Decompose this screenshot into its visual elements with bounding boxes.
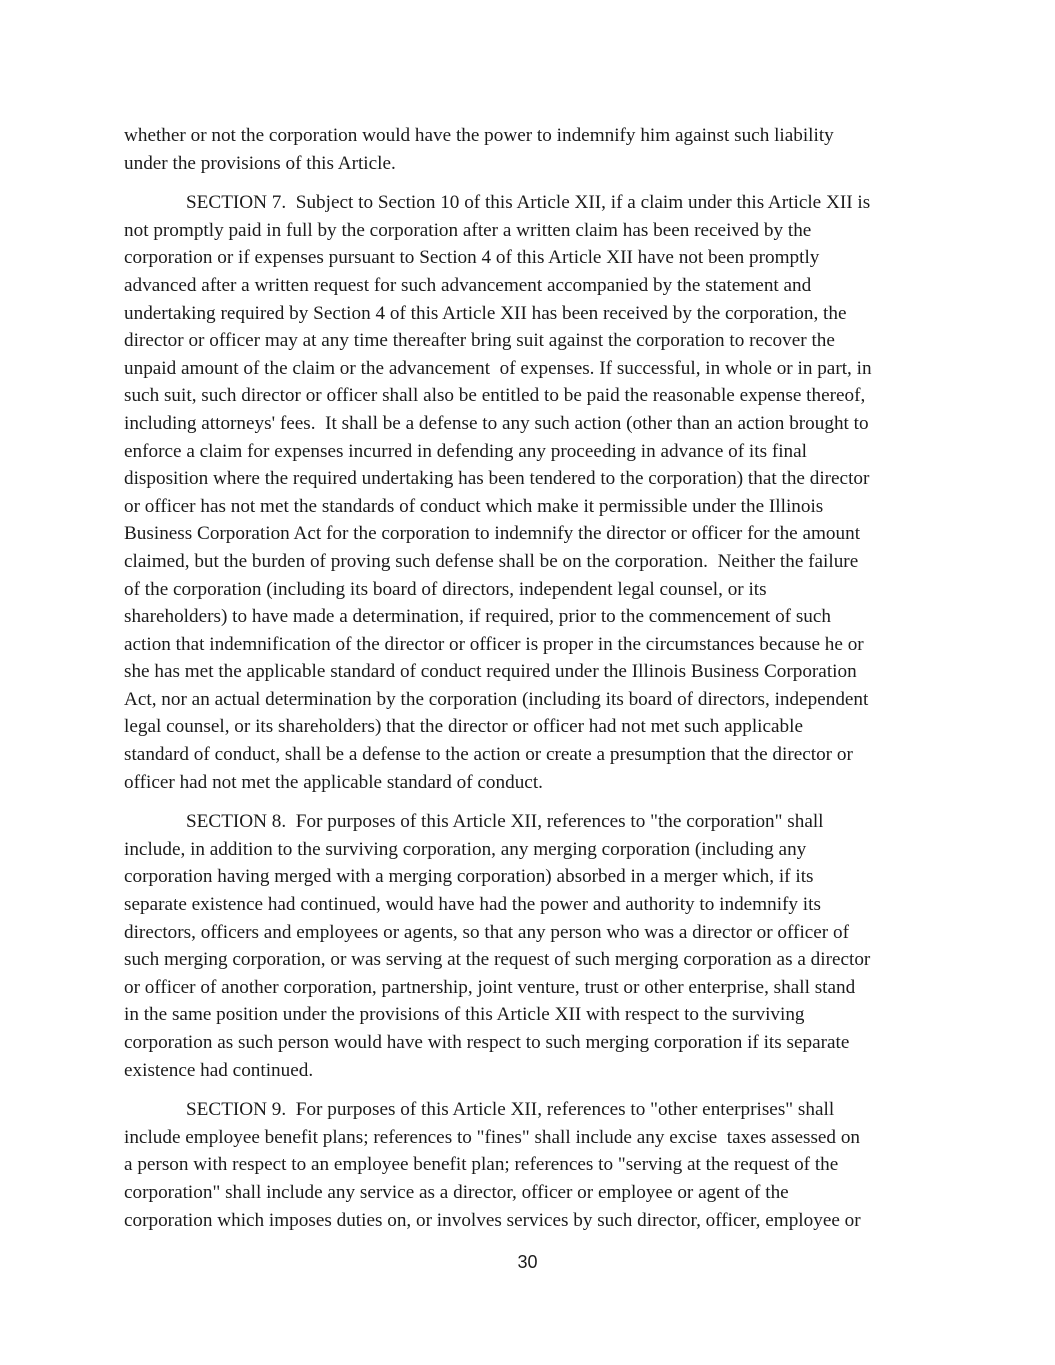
text-line: not promptly paid in full by the corporation after a written claim has been received by the [124,219,812,241]
text-line: include employee benefit plans; references to "fines" shall include any excise taxes assessed on [124,1126,861,1148]
text-line: including attorneys' fees. It shall be a defense to any such action (other than an action brought to [124,412,869,434]
section-heading-line: SECTION 9. For purposes of this Article XII, references to "other enterprises" shall [186,1099,835,1121]
text-line: legal counsel, or its shareholders) that the director or officer had not met such applicable [124,716,803,738]
text-line: existence had continued. [124,1059,314,1081]
text-line: in the same position under the provisions of this Article XII with respect to the surviving [124,1004,805,1026]
text-line: officer had not met the applicable standard of conduct. [124,771,543,793]
text-line: undertaking required by Section 4 of this Article XII has been received by the corporation, the [124,302,847,324]
text-line: or officer of another corporation, partnership, joint venture, trust or other enterprise, shall stand [124,976,856,998]
text-line: corporation having merged with a merging corporation) absorbed in a merger which, if its [124,866,814,888]
section-heading-line: SECTION 7. Subject to Section 10 of this Article XII, if a claim under this Article XII is [186,192,871,214]
text-line: corporation as such person would have with respect to such merging corporation if its separate [124,1032,850,1053]
text-line: enforce a claim for expenses incurred in defending any proceeding in advance of its final [124,440,808,462]
text-line: unpaid amount of the claim or the advancement of expenses. If successful, in whole or in part, in [124,357,872,379]
text-line: a person with respect to an employee benefit plan; references to "serving at the request of the [124,1154,839,1176]
text-line: corporation" shall include any service as a director, officer or employee or agent of the [124,1181,789,1203]
text-line: shareholders) to have made a determination, if required, prior to the commencement of such [124,606,832,628]
text-line: such merging corporation, or was serving at the request of such merging corporation as a director [124,949,871,971]
section-heading-line: SECTION 8. For purposes of this Article XII, references to "the corporation" shall [186,811,824,833]
text-line: directors, officers and employees or agents, so that any person who was a director or officer of [124,921,849,943]
text-line: of the corporation (including its board of directors, independent legal counsel, or its [124,578,767,600]
text-line: under the provisions of this Article. [124,152,396,174]
paragraph-section-7 [124,189,936,796]
text-line: Business Corporation Act for the corporation to indemnify the director or officer for the amount [124,523,861,545]
document-page [124,122,936,1246]
text-line: corporation which imposes duties on, or involves services by such director, officer, employee or [124,1209,861,1231]
paragraph-section-8 [124,808,936,1084]
paragraph-continuation [124,122,936,177]
text-line: advanced after a written request for such advancement accompanied by the statement and [124,274,812,296]
text-line: director or officer may at any time thereafter bring suit against the corporation to recover the [124,330,835,352]
paragraph-section-9 [124,1096,936,1234]
text-line: disposition where the required undertaking has been tendered to the corporation) that the director [124,468,870,490]
text-line: include, in addition to the surviving corporation, any merging corporation (including any [124,838,807,860]
page-number: 30 [517,1252,538,1272]
text-line: or officer has not met the standards of conduct which make it permissible under the Illinois [124,495,824,517]
text-line: claimed, but the burden of proving such defense shall be on the corporation. Neither the failure [124,550,859,572]
text-line: corporation or if expenses pursuant to Section 4 of this Article XII have not been promptly [124,247,820,269]
text-line: whether or not the corporation would have the power to indemnify him against such liability [124,125,834,146]
text-line: separate existence had continued, would have had the power and authority to indemnify its [124,894,821,916]
text-line: action that indemnification of the director or officer is proper in the circumstances because he or [124,633,864,655]
text-line: standard of conduct, shall be a defense to the action or create a presumption that the director or [124,744,853,766]
text-line: Act, nor an actual determination by the corporation (including its board of directors, independent [124,688,869,710]
text-line: such suit, such director or officer shall also be entitled to be paid the reasonable expense thereof, [124,385,866,407]
text-line: she has met the applicable standard of conduct required under the Illinois Business Corporation [124,661,857,683]
